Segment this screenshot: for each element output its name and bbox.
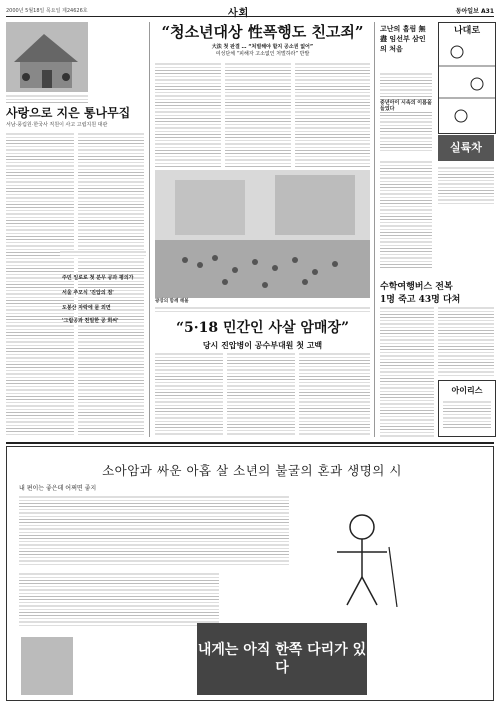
mid-box-3: 도봉산 자락에 묻 외면 (62, 305, 111, 311)
left-photo-caption (6, 94, 88, 104)
ad-subline: 내 편이는 좋은데 어쩌면 좋지 (19, 485, 97, 492)
mid-box-4: '그림공과 친밀한 공 희씨' (62, 318, 119, 324)
right-column-title: 고난의 흠림 無盡 임선부 삼인의 처음 (380, 24, 426, 53)
page-number: A31 (481, 8, 494, 15)
right-box-title: 중년아이 시속의 이름을 들었다 (380, 100, 432, 112)
ad-title: 실륙차 (450, 141, 482, 154)
left-photo (6, 22, 88, 92)
photo-caption: 광장의 함께 해볼 (155, 299, 189, 304)
left-article-col1 (6, 132, 74, 437)
paper-name: 동아일보 (455, 8, 479, 15)
mid-subhead: 당시 진압병이 공수부대원 첫 고백 (202, 340, 323, 350)
issue-date: 2000년 5월18일 목요일 제24626호 (6, 8, 88, 14)
right-narrow-text (438, 166, 494, 206)
top-article-col3 (295, 62, 370, 167)
right-headline: 수학여행버스 전복 (380, 282, 453, 292)
cabin-photo (6, 22, 88, 92)
left-headline: 사랑으로 지은 통나무집 (6, 106, 131, 120)
cartoon-strip (438, 22, 496, 134)
top-article-col1 (155, 62, 221, 167)
right-article-col1 (380, 306, 434, 437)
author-photo (21, 637, 73, 695)
left-subhead: 서남·풍림원·한국사 직원이 사고 고립지원 대관 (6, 122, 108, 128)
right-article-col2 (438, 306, 494, 376)
filler-lines (60, 250, 146, 256)
boy-illustration (307, 507, 417, 607)
ad-top-rule (6, 442, 494, 444)
book-cover (197, 623, 367, 695)
mid-box-2: 서울 추모식 '진압의 점' (62, 290, 114, 296)
mid-headline: “5·18 민간인 사살 암매장” (175, 320, 350, 336)
top-headline: “청소년대상 性폭행도 친고죄” (161, 23, 364, 41)
cartoon-title: 나대로 (453, 26, 481, 36)
section-title: 사회 (228, 8, 250, 19)
right-column-text-2 (380, 160, 432, 270)
right-subhead: 1명 죽고 43명 다쳐 (380, 295, 461, 305)
ad-box-dark (438, 135, 494, 161)
photo-caption-text (155, 306, 370, 314)
mid-box-1: 주민 일로로 첫 분무 공과 평의가 (62, 275, 134, 281)
top-subline-2: 여성단체 “피해자 고소없인 처벌하라” 반발 (215, 51, 310, 57)
mid-article-col2 (227, 352, 295, 437)
iris-ad (438, 380, 496, 437)
right-column-text (380, 72, 432, 152)
top-article-col2 (225, 62, 291, 167)
top-subline-1: 大法 첫 판결 … “처벌해야 할지 공소권 없어” (211, 44, 314, 50)
iris-ad-text (443, 400, 491, 430)
ad-text-block-2 (19, 572, 219, 627)
crowd-photo-graphic (155, 170, 370, 298)
mid-article-col1 (155, 352, 223, 437)
book-ad (6, 446, 494, 701)
column-divider (149, 22, 150, 437)
iris-ad-title: 아이리스 (451, 385, 483, 395)
column-divider-right (374, 22, 375, 437)
crowd-photo (155, 170, 370, 298)
ad-headline: 소아암과 싸운 아홉 살 소년의 불굴의 혼과 생명의 시 (102, 463, 402, 478)
book-title: 내게는 아직 한쪽 다리가 있다 (197, 642, 367, 676)
page-header (6, 4, 494, 17)
ad-text-block (19, 495, 289, 565)
cartoon-graphic (439, 36, 495, 131)
mid-article-col3 (299, 352, 370, 437)
left-article-col2 (78, 132, 144, 437)
